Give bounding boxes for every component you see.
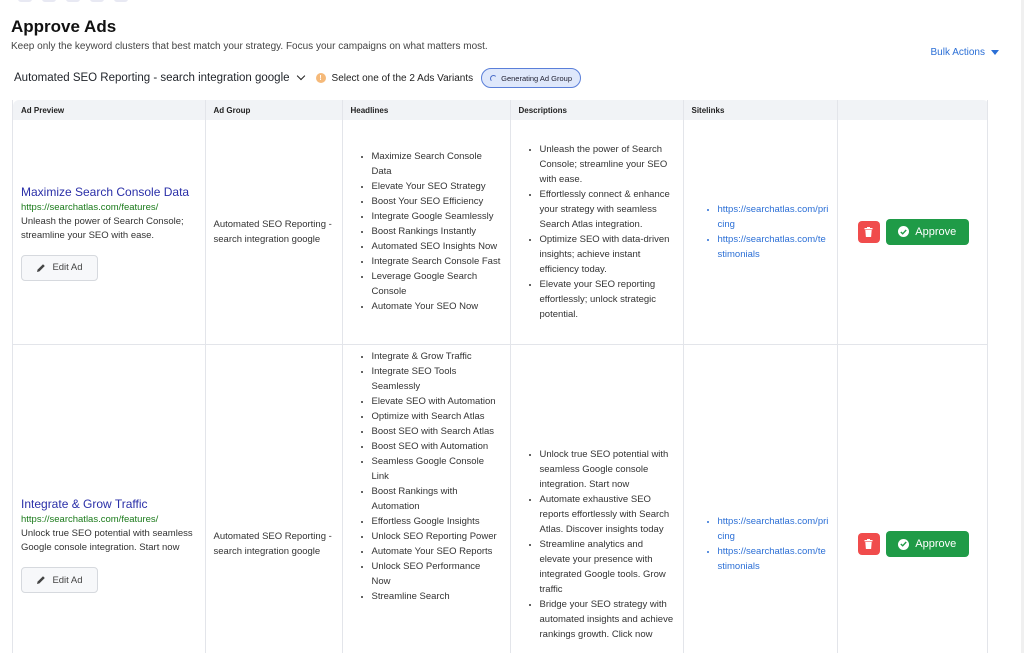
bulk-actions-label: Bulk Actions [930, 47, 985, 58]
sitelink[interactable]: • https://searchatlas.com/pricing [718, 202, 829, 232]
sitelink[interactable]: • https://searchatlas.com/testimonials [718, 544, 829, 574]
table-header-row [13, 100, 988, 120]
caret-down-icon [991, 50, 999, 55]
ad-url: https://searchatlas.com/features/ [21, 201, 159, 213]
edit-ad-label: Edit Ad [52, 574, 83, 586]
ad-group-name: Automated SEO Reporting - search integration google [213, 531, 332, 557]
ad-url: https://searchatlas.com/features/ [21, 514, 159, 525]
ad-group-cell [205, 344, 342, 653]
approve-button[interactable] [886, 219, 969, 245]
approve-label: Approve [915, 538, 957, 550]
column-header-headlines: Headlines [342, 100, 510, 120]
generating-status-badge [481, 68, 581, 88]
headlines-list [359, 349, 502, 604]
approve-button[interactable] [886, 531, 969, 557]
description-item: • Effortlessly connect & enhance your strategy with seamless Search Atlas integration. [540, 187, 675, 232]
headline-item: • Automate Your SEO Reports [372, 544, 502, 559]
edit-ad-button[interactable] [21, 255, 98, 281]
descriptions-list [527, 447, 675, 642]
generating-status-label: Generating Ad Group [501, 73, 572, 83]
pencil-icon [36, 575, 46, 585]
headline-item: • Boost SEO with Automation [372, 439, 502, 454]
trash-icon [864, 227, 873, 237]
headline-item: • Maximize Search Console Data [372, 149, 502, 179]
spinner-icon [490, 75, 497, 82]
delete-ad-button[interactable] [858, 533, 880, 555]
row-actions [846, 219, 982, 245]
descriptions-cell [510, 120, 683, 344]
column-header-sitelinks: Sitelinks [683, 100, 837, 120]
edit-ad-button[interactable] [21, 567, 98, 593]
headline-item: • Optimize with Search Atlas [372, 409, 502, 424]
descriptions-cell [510, 344, 683, 653]
headline-item: • Unlock SEO Reporting Power [372, 529, 502, 544]
column-header-ad-preview: Ad Preview [13, 100, 205, 120]
ad-title: Maximize Search Console Data [21, 184, 190, 199]
headline-item: • Integrate Search Console Fast [372, 254, 502, 269]
page-subtitle: Keep only the keyword clusters that best match your strategy. Focus your campaigns on what matters most. [11, 41, 488, 52]
edit-ad-label: Edit Ad [52, 262, 83, 274]
info-icon: ! [316, 73, 326, 83]
pencil-icon [36, 263, 46, 273]
headline-item: • Boost Your SEO Efficiency [372, 194, 502, 209]
chevron-down-icon [296, 72, 304, 80]
actions-cell [837, 120, 988, 344]
ad-preview-cell [13, 344, 205, 653]
ad-group-cell [205, 120, 342, 344]
page-title: Approve Ads [11, 17, 117, 36]
description-item: • Automate exhaustive SEO reports effortlessly with Search Atlas. Discover insights today [540, 492, 675, 537]
description-item: • Bridge your SEO strategy with automated insights and achieve rankings growth. Click now [540, 597, 675, 642]
table-row [13, 120, 988, 344]
headlines-cell [342, 120, 510, 344]
description-item: • Unlock true SEO potential with seamless Google console integration. Start now [540, 447, 675, 492]
variant-hint: Select one of the 2 Ads Variants [331, 72, 474, 84]
delete-ad-button[interactable] [858, 221, 880, 243]
descriptions-list [527, 142, 675, 322]
ad-group-bar [14, 68, 581, 88]
row-actions [846, 531, 982, 557]
headlines-cell [342, 344, 510, 653]
ads-table [12, 100, 988, 653]
bulk-actions-button[interactable] [931, 47, 999, 58]
sitelink[interactable]: • https://searchatlas.com/pricing [718, 514, 829, 544]
ad-group-name: Automated SEO Reporting - search integration google [213, 218, 332, 245]
approve-label: Approve [915, 225, 957, 238]
headline-item: • Boost Rankings Instantly [372, 224, 502, 239]
headline-item: • Integrate SEO Tools Seamlessly [372, 364, 502, 394]
headline-item: • Unlock SEO Performance Now [372, 559, 502, 589]
check-circle-icon [898, 539, 909, 550]
sitelinks-list [706, 514, 829, 574]
sitelinks-cell [683, 120, 837, 344]
ad-group-select-label: Automated SEO Reporting - search integration google [14, 72, 290, 84]
description-item: • Unleash the power of Search Console; streamline your SEO with ease. [540, 142, 675, 187]
sitelink[interactable]: • https://searchatlas.com/testimonials [718, 232, 829, 262]
headline-item: • Boost Rankings with Automation [372, 484, 502, 514]
headline-item: • Integrate & Grow Traffic [372, 349, 502, 364]
headline-item: • Seamless Google Console Link [372, 454, 502, 484]
headline-item: • Boost SEO with Search Atlas [372, 424, 502, 439]
ad-description: Unlock true SEO potential with seamless Google console integration. Start now [21, 528, 193, 553]
headline-item: • Streamline Search [372, 589, 502, 604]
column-header-ad-group: Ad Group [205, 100, 342, 120]
headline-item: • Automated SEO Insights Now [372, 239, 502, 254]
ad-preview-cell [13, 120, 205, 344]
top-tabs [18, 0, 128, 2]
description-item: • Elevate your SEO reporting effortlessly; unlock strategic potential. [540, 277, 675, 322]
trash-icon [864, 539, 873, 549]
description-item: • Optimize SEO with data-driven insights; achieve instant efficiency today. [540, 232, 675, 277]
ad-title: Integrate & Grow Traffic [21, 497, 148, 511]
headlines-list [359, 149, 502, 314]
table-row [13, 344, 988, 653]
headline-item: • Elevate Your SEO Strategy [372, 179, 502, 194]
headline-item: • Elevate SEO with Automation [372, 394, 502, 409]
column-header-descriptions: Descriptions [510, 100, 683, 120]
description-item: • Streamline analytics and elevate your presence with integrated Google tools. Grow traffic [540, 537, 675, 597]
check-circle-icon [898, 226, 909, 237]
headline-item: • Integrate Google Seamlessly [372, 209, 502, 224]
ad-description: Unleash the power of Search Console; streamline your SEO with ease. [21, 215, 184, 241]
headline-item: • Automate Your SEO Now [372, 299, 502, 314]
sitelinks-list [706, 202, 829, 262]
ad-group-select[interactable] [14, 72, 304, 84]
sitelinks-cell [683, 344, 837, 653]
headline-item: • Effortless Google Insights [372, 514, 502, 529]
headline-item: • Leverage Google Search Console [372, 269, 502, 299]
actions-cell [837, 344, 988, 653]
column-header-actions [837, 100, 988, 120]
